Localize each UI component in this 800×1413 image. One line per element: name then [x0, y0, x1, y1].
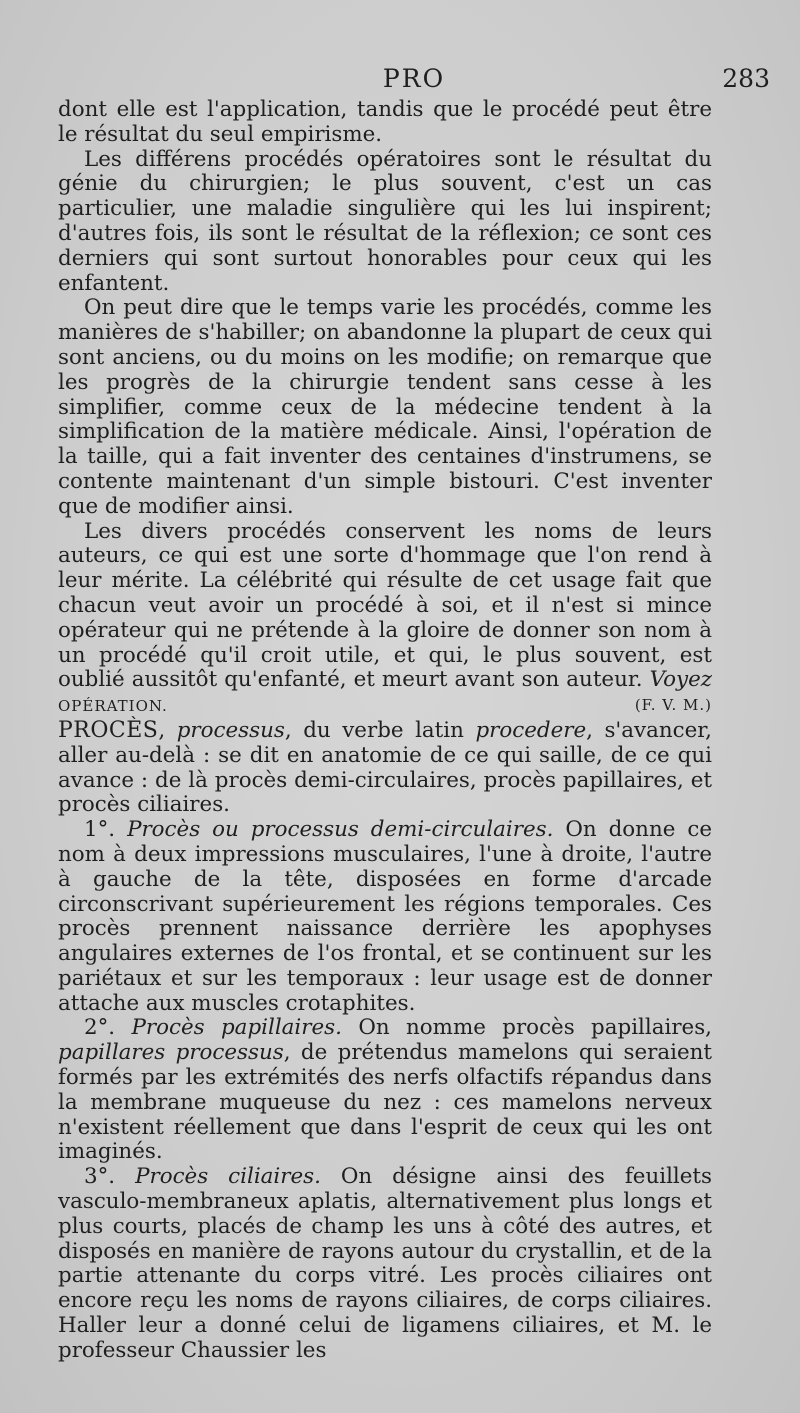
cross-reference-target: OPÉRATION. — [58, 697, 168, 716]
subentry-title: Procès papillaires. — [131, 1015, 342, 1041]
paragraph — [58, 520, 712, 719]
subentry-latin: papillares processus — [58, 1040, 284, 1066]
author-signature: (F. V. M.) — [634, 696, 712, 715]
entry-headword: PROCÈS — [58, 717, 159, 743]
entry-latin: processus — [176, 717, 285, 743]
subentry-text: On donne ce nom à deux impressions musculaires, l'une à droite, l'autre à gauche de la tête, disposées en forme d'arcade circonscrivant supérieurement les régions temporales. Ces procès prennent naissance derrière les apophyses angulaires externes de l'os frontal, et se continuent sur les pariétaux et sur les temporaux : leur usage est de donner attache aux muscles crotaphites. — [58, 817, 712, 1016]
dictionary-entry: PROCÈS, processus, du verbe latin procedere, s'avancer, aller au-delà : se dit en anatomie de ce qui saille, de ce qui avance : de là procès demi-circulaires, procès papillaires, et procès ciliaires. — [58, 717, 712, 818]
paragraph-text: Les divers procédés conservent les noms de leurs auteurs, ce qui est une sorte d'hommage que l'on rend à leur mérite. La célébrité qui résulte de cet usage fait que chacun veut avoir un procédé à soi, et il n'est si mince opérateur qui ne prétende à la gloire de donner son nom à un procédé qu'il croit utile, et qui, le plus souvent, est oublié aussitôt qu'enfanté, et meurt avant son auteur. — [58, 518, 712, 693]
subentry-text: On nomme procès papillaires, — [358, 1015, 712, 1041]
page-number: 283 — [722, 64, 770, 93]
paragraph — [58, 148, 712, 297]
subentry-number: 3°. — [84, 1164, 116, 1190]
subentry-title: Procès ou processus demi-circulaires. — [127, 817, 554, 843]
paragraph-text: On peut dire que le temps varie les procédés, comme les manières de s'habiller; on abandonne la plupart de ceux qui sont anciens, ou du moins on les modifie; on remarque que les progrès de la chirurgie tendent sans cesse à les simplifier, comme ceux de la médecine tendent à la simplification de la matière médicale. Ainsi, l'opération de la taille, qui a fait inventer des centaines d'instrumens, se contente maintenant d'un simple bistouri. C'est inventer que de modifier ainsi. — [58, 295, 712, 519]
subentry — [58, 1165, 712, 1363]
paragraph — [58, 296, 712, 519]
entry-text: , du verbe latin — [284, 717, 476, 743]
page-body — [58, 98, 712, 1364]
paragraph-text: dont elle est l'application, tandis que le procédé peut être le résultat du seul empirisme. — [58, 97, 712, 147]
subentry-text: On désigne ainsi des feuillets vasculo-membraneux aplatis, alternativement plus longs et plus courts, placés de champ les uns à côté des autres, et disposés en manière de rayons autour du crystallin, et de la partie attenante du corps vitré. Les procès ciliaires ont encore reçu les noms de rayons ciliaires, de corps ciliaires. Haller leur a donné celui de ligamens ciliaires, et M. le professeur Chaussier les — [58, 1164, 712, 1363]
running-title: PRO — [382, 64, 446, 93]
paragraph-text: Les différens procédés opératoires sont le résultat du génie du chirurgien; le plus souvent, c'est un cas particulier, une maladie singulière qui les lui inspirent; d'autres fois, ils sont le résultat de la réflexion; ce sont ces derniers qui sont surtout honorables pour ceux qui les enfantent. — [58, 146, 712, 296]
running-header — [58, 64, 770, 96]
entry-definition: , s'avancer, aller au-delà : se dit en anatomie de ce qui saille, de ce qui avance : de là procès demi-circulaires, procès papillaires, et procès ciliaires. — [58, 717, 712, 818]
entry-etymology: procedere — [475, 717, 587, 743]
subentry-number: 2°. — [84, 1015, 116, 1041]
subentry — [58, 818, 712, 1016]
paragraph-continuation — [58, 98, 712, 148]
cross-reference-see: Voyez — [649, 667, 712, 693]
subentry-title: Procès ciliaires. — [135, 1164, 321, 1190]
subentry-number: 1°. — [84, 817, 116, 843]
subentry — [58, 1016, 712, 1165]
subentry-text: , de prétendus mamelons qui seraient formés par les extrémités des nerfs olfactifs répandus dans la membrane muqueuse du nez : ces mamelons nerveux n'existent réellement que dans l'esprit de ceux qui les ont imaginés. — [58, 1040, 712, 1165]
